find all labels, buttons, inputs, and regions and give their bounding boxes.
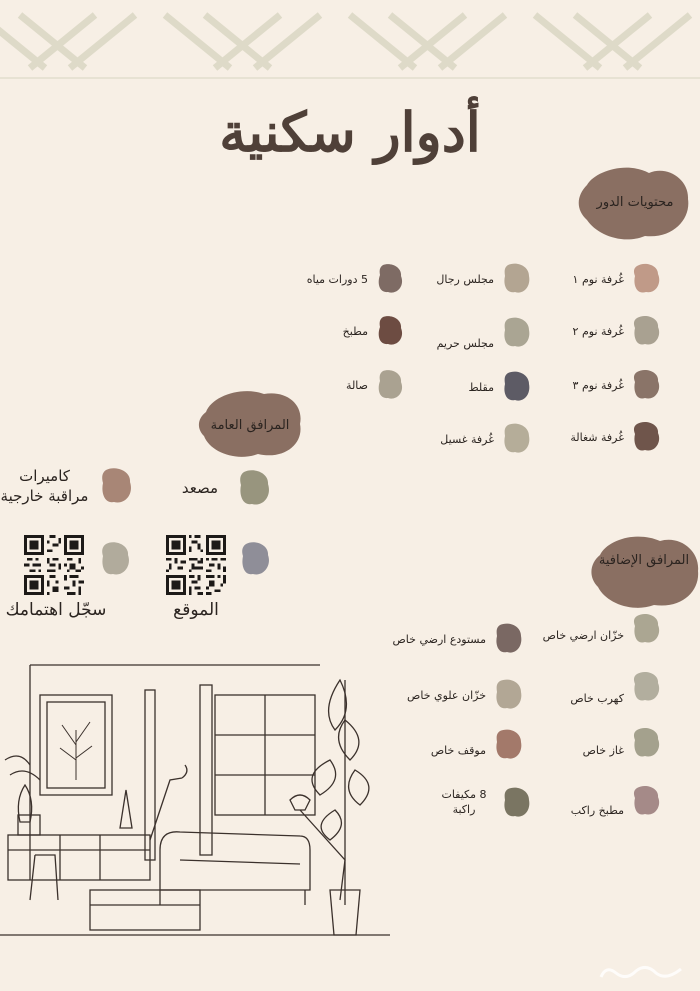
extra-item-ground-storage (393, 622, 525, 656)
floor-item-laundry (440, 422, 532, 456)
bedroom-2-swatch (632, 314, 662, 348)
extra-item-fitted-kitchen (571, 784, 662, 818)
location-swatch (240, 540, 272, 578)
public-item-elevator (170, 468, 272, 508)
public-facilities-heading: المرافق العامة (210, 418, 290, 433)
private-gas-swatch (632, 726, 662, 760)
floor-item-bathrooms (307, 262, 406, 296)
bedroom-3-swatch (632, 368, 662, 402)
elevator-label: مصعد (181, 479, 219, 497)
location-qr-code[interactable] (166, 535, 226, 595)
private-gas-label: غاز خاص (582, 743, 624, 757)
bathrooms-swatch (376, 262, 406, 296)
ac-units-swatch (502, 786, 532, 820)
bedroom-3-label: غُرفة نوم ٣ (572, 378, 624, 392)
roof-tank-label: خزّان علوي خاص (407, 688, 486, 702)
private-parking-swatch (494, 728, 524, 762)
ac-units-label: 8 مكيفات راكبة (441, 788, 487, 816)
women-majlis-label: مجلس حريم (436, 336, 494, 350)
floor-contents-heading: محتويات الدور (596, 195, 674, 210)
men-majlis-label: مجلس رجال (436, 272, 494, 286)
laundry-swatch (502, 422, 532, 456)
living-room-illustration (0, 650, 400, 950)
extra-item-roof-tank (407, 678, 524, 712)
extra-item-private-gas (583, 726, 662, 760)
elevator-swatch (238, 468, 272, 508)
floor-item-men-majlis (436, 262, 532, 296)
floor-item-living-room (346, 368, 406, 402)
page-title: أدوار سكنية (219, 100, 481, 164)
floor-item-bedroom-2 (573, 314, 662, 348)
roof-tank-swatch (494, 678, 524, 712)
private-electric-label: كهرب خاص (570, 692, 624, 705)
dining-label: مقلط (468, 380, 494, 394)
maid-room-label: غُرفة شغالة (570, 430, 624, 444)
maid-room-swatch (632, 420, 662, 454)
register-qr-label: سجّل اهتمامك (5, 600, 107, 620)
floor-item-maid-room (570, 420, 662, 454)
cameras-label: كاميرات مراقبة خارجية (0, 467, 89, 506)
men-majlis-swatch (502, 262, 532, 296)
living-room-swatch (376, 368, 406, 402)
women-majlis-swatch (502, 316, 532, 350)
extra-item-ground-tank (543, 612, 662, 646)
bedroom-1-label: غُرفة نوم ١ (572, 272, 624, 286)
private-parking-label: موقف خاص (430, 743, 486, 757)
cameras-swatch (100, 466, 134, 506)
ground-storage-label: مستودع ارضي خاص (392, 632, 486, 646)
extra-item-private-electric (570, 668, 662, 705)
laundry-label: غُرفة غسيل (440, 432, 494, 446)
register-qr-code[interactable] (24, 535, 84, 595)
fitted-kitchen-swatch (632, 784, 662, 818)
bedroom-1-swatch (632, 262, 662, 296)
extra-item-ac-units (434, 786, 532, 820)
kitchen-swatch (376, 314, 406, 348)
public-item-cameras (0, 466, 134, 507)
watermark-logo (596, 961, 686, 983)
ground-tank-label: خزّان ارضي خاص (542, 628, 624, 642)
private-electric-swatch (632, 670, 662, 704)
bathrooms-label: 5 دورات مياه (306, 272, 368, 286)
extra-item-private-parking (431, 728, 524, 762)
ground-storage-swatch (494, 622, 524, 656)
extra-facilities-heading-blob (588, 533, 700, 611)
floor-item-bedroom-3 (573, 368, 662, 402)
floor-item-dining (468, 370, 532, 404)
living-room-label: صالة (346, 378, 368, 392)
register-swatch (100, 540, 132, 578)
floor-item-bedroom-1 (573, 262, 662, 296)
floor-item-women-majlis (437, 316, 532, 350)
kitchen-label: مطبخ (342, 324, 368, 338)
fitted-kitchen-label: مطبخ راكب (570, 803, 624, 817)
dining-swatch (502, 370, 532, 404)
ground-tank-swatch (632, 612, 662, 646)
location-qr-label: الموقع (173, 600, 219, 620)
floor-item-kitchen (343, 314, 406, 348)
bedroom-2-label: غُرفة نوم ٢ (572, 324, 624, 338)
top-pattern-band (0, 0, 700, 80)
extra-facilities-heading: المرافق الإضافية (598, 553, 690, 568)
